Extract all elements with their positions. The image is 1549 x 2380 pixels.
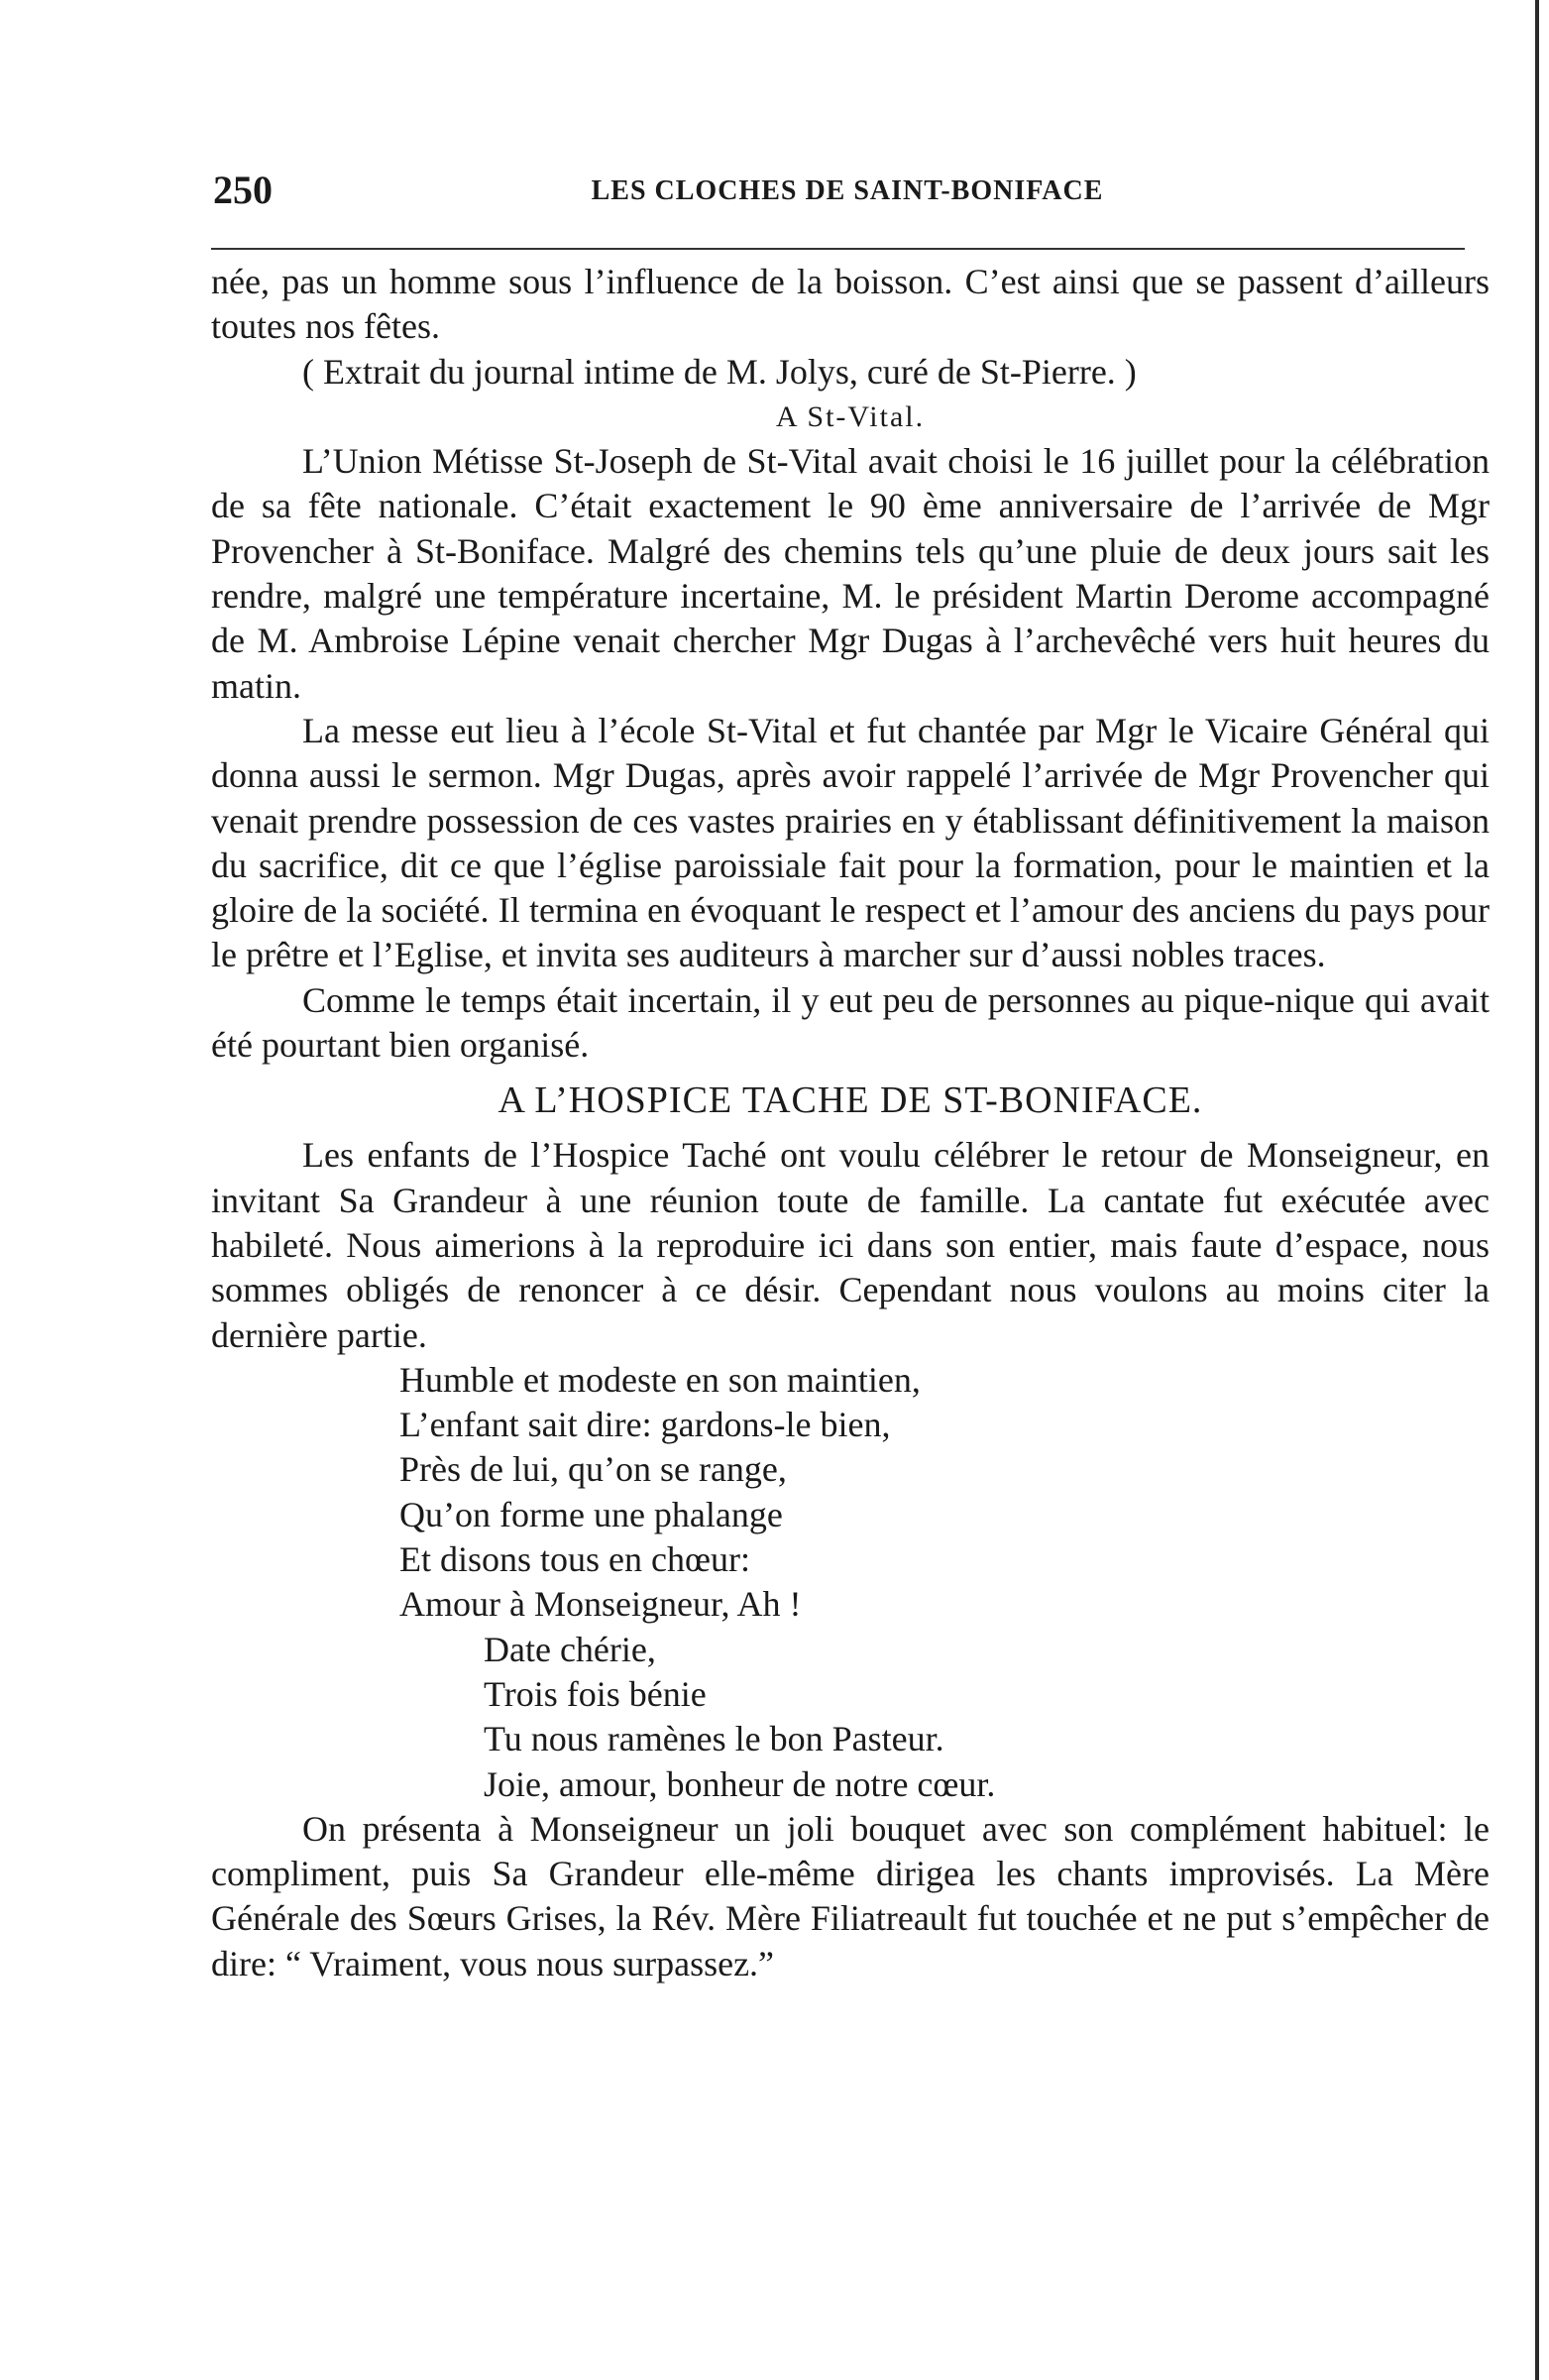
page-edge-shadow xyxy=(1535,0,1539,2380)
paragraph-hospice-closing: On présenta à Monseigneur un joli bouquet avec son complément habituel: le compliment, puis Sa Grandeur elle-même dirigea les chants improvisés. La Mère Générale des Sœurs Grises, la Rév. Mère Filiatreault fut touchée et ne put s’empêcher de dire: “ Vraiment, vous nous surpassez.” xyxy=(211,1808,1490,1983)
page-number: 250 xyxy=(213,168,273,212)
paragraph-hospice-intro: Les enfants de l’Hospice Taché ont voulu célébrer le retour de Monseigneur, en invitant Sa Grandeur à une réunion toute de famille. La cantate fut exécutée avec habileté. Nous aimerions à la reproduire ici dans son entier, mais faute d’espace, nous sommes obligés de renoncer à ce désir. Cependant nous voulons au moins citer la dernière partie. xyxy=(211,1135,1490,1355)
verse-line: Qu’on forme une phalange xyxy=(399,1494,783,1534)
verse-line: Amour à Monseigneur, Ah ! xyxy=(399,1584,802,1625)
verse-line: L’enfant sait dire: gardons-le bien, xyxy=(399,1405,891,1445)
verse-line: Humble et modeste en son maintien, xyxy=(399,1359,921,1400)
cantata-verse xyxy=(211,1358,1490,1807)
paragraph-st-vital-2: La messe eut lieu à l’école St-Vital et fut chantée par Mgr le Vicaire Général qui donna aussi le sermon. Mgr Dugas, après avoir rappelé l’arrivée de Mgr Provencher qui venait prendre possession de ces vastes prairies en y établissant définitivement la maison du sacrifice, dit ce que l’église paroissiale fait pour la formation, pour le maintien et la gloire de la société. Il termina en évoquant le respect et l’amour des anciens du pays pour le prêtre et l’Eglise, et invita ses auditeurs à marcher sur d’aussi nobles traces. xyxy=(211,710,1490,975)
running-head: LES CLOCHES DE SAINT-BONIFACE xyxy=(591,175,1104,206)
verse-line: Trois fois bénie xyxy=(484,1673,707,1714)
paragraph-st-vital-1: L’Union Métisse St-Joseph de St-Vital avait choisi le 16 juillet pour la célébration de sa fête nationale. C’était exactement le 90 ème anniversaire de l’arrivée de Mgr Provencher à St-Boniface. Malgré des chemins tels qu’une pluie de deux jours sait les rendre, malgré une température incertaine, M. le président Martin Derome accompagné de M. Ambroise Lépine venait chercher Mgr Dugas à l’archevêché vers huit heures du matin. xyxy=(211,441,1490,706)
verse-line: Joie, amour, bonheur de notre cœur. xyxy=(484,1763,996,1804)
section-heading-st-vital: A St-Vital. xyxy=(775,399,926,433)
verse-line: Et disons tous en chœur: xyxy=(399,1539,750,1580)
verse-line: Près de lui, qu’on se range, xyxy=(399,1449,787,1490)
source-citation: ( Extrait du journal intime de M. Jolys, curé de St-Pierre. ) xyxy=(302,351,1137,392)
verse-line: Tu nous ramènes le bon Pasteur. xyxy=(484,1719,944,1759)
page-header xyxy=(213,167,1467,216)
verse-line: Date chérie, xyxy=(484,1629,656,1669)
header-rule xyxy=(211,248,1465,250)
page-body xyxy=(211,260,1490,1986)
section-heading-hospice: A L’HOSPICE TACHE DE ST-BONIFACE. xyxy=(498,1079,1203,1122)
paragraph-st-vital-3: Comme le temps était incertain, il y eut peu de personnes au pique-nique qui avait été pourtant bien organisé. xyxy=(211,979,1490,1066)
paragraph-continuation: née, pas un homme sous l’influence de la boisson. C’est ainsi que se passent d’ailleurs toutes nos fêtes. xyxy=(211,262,1490,347)
